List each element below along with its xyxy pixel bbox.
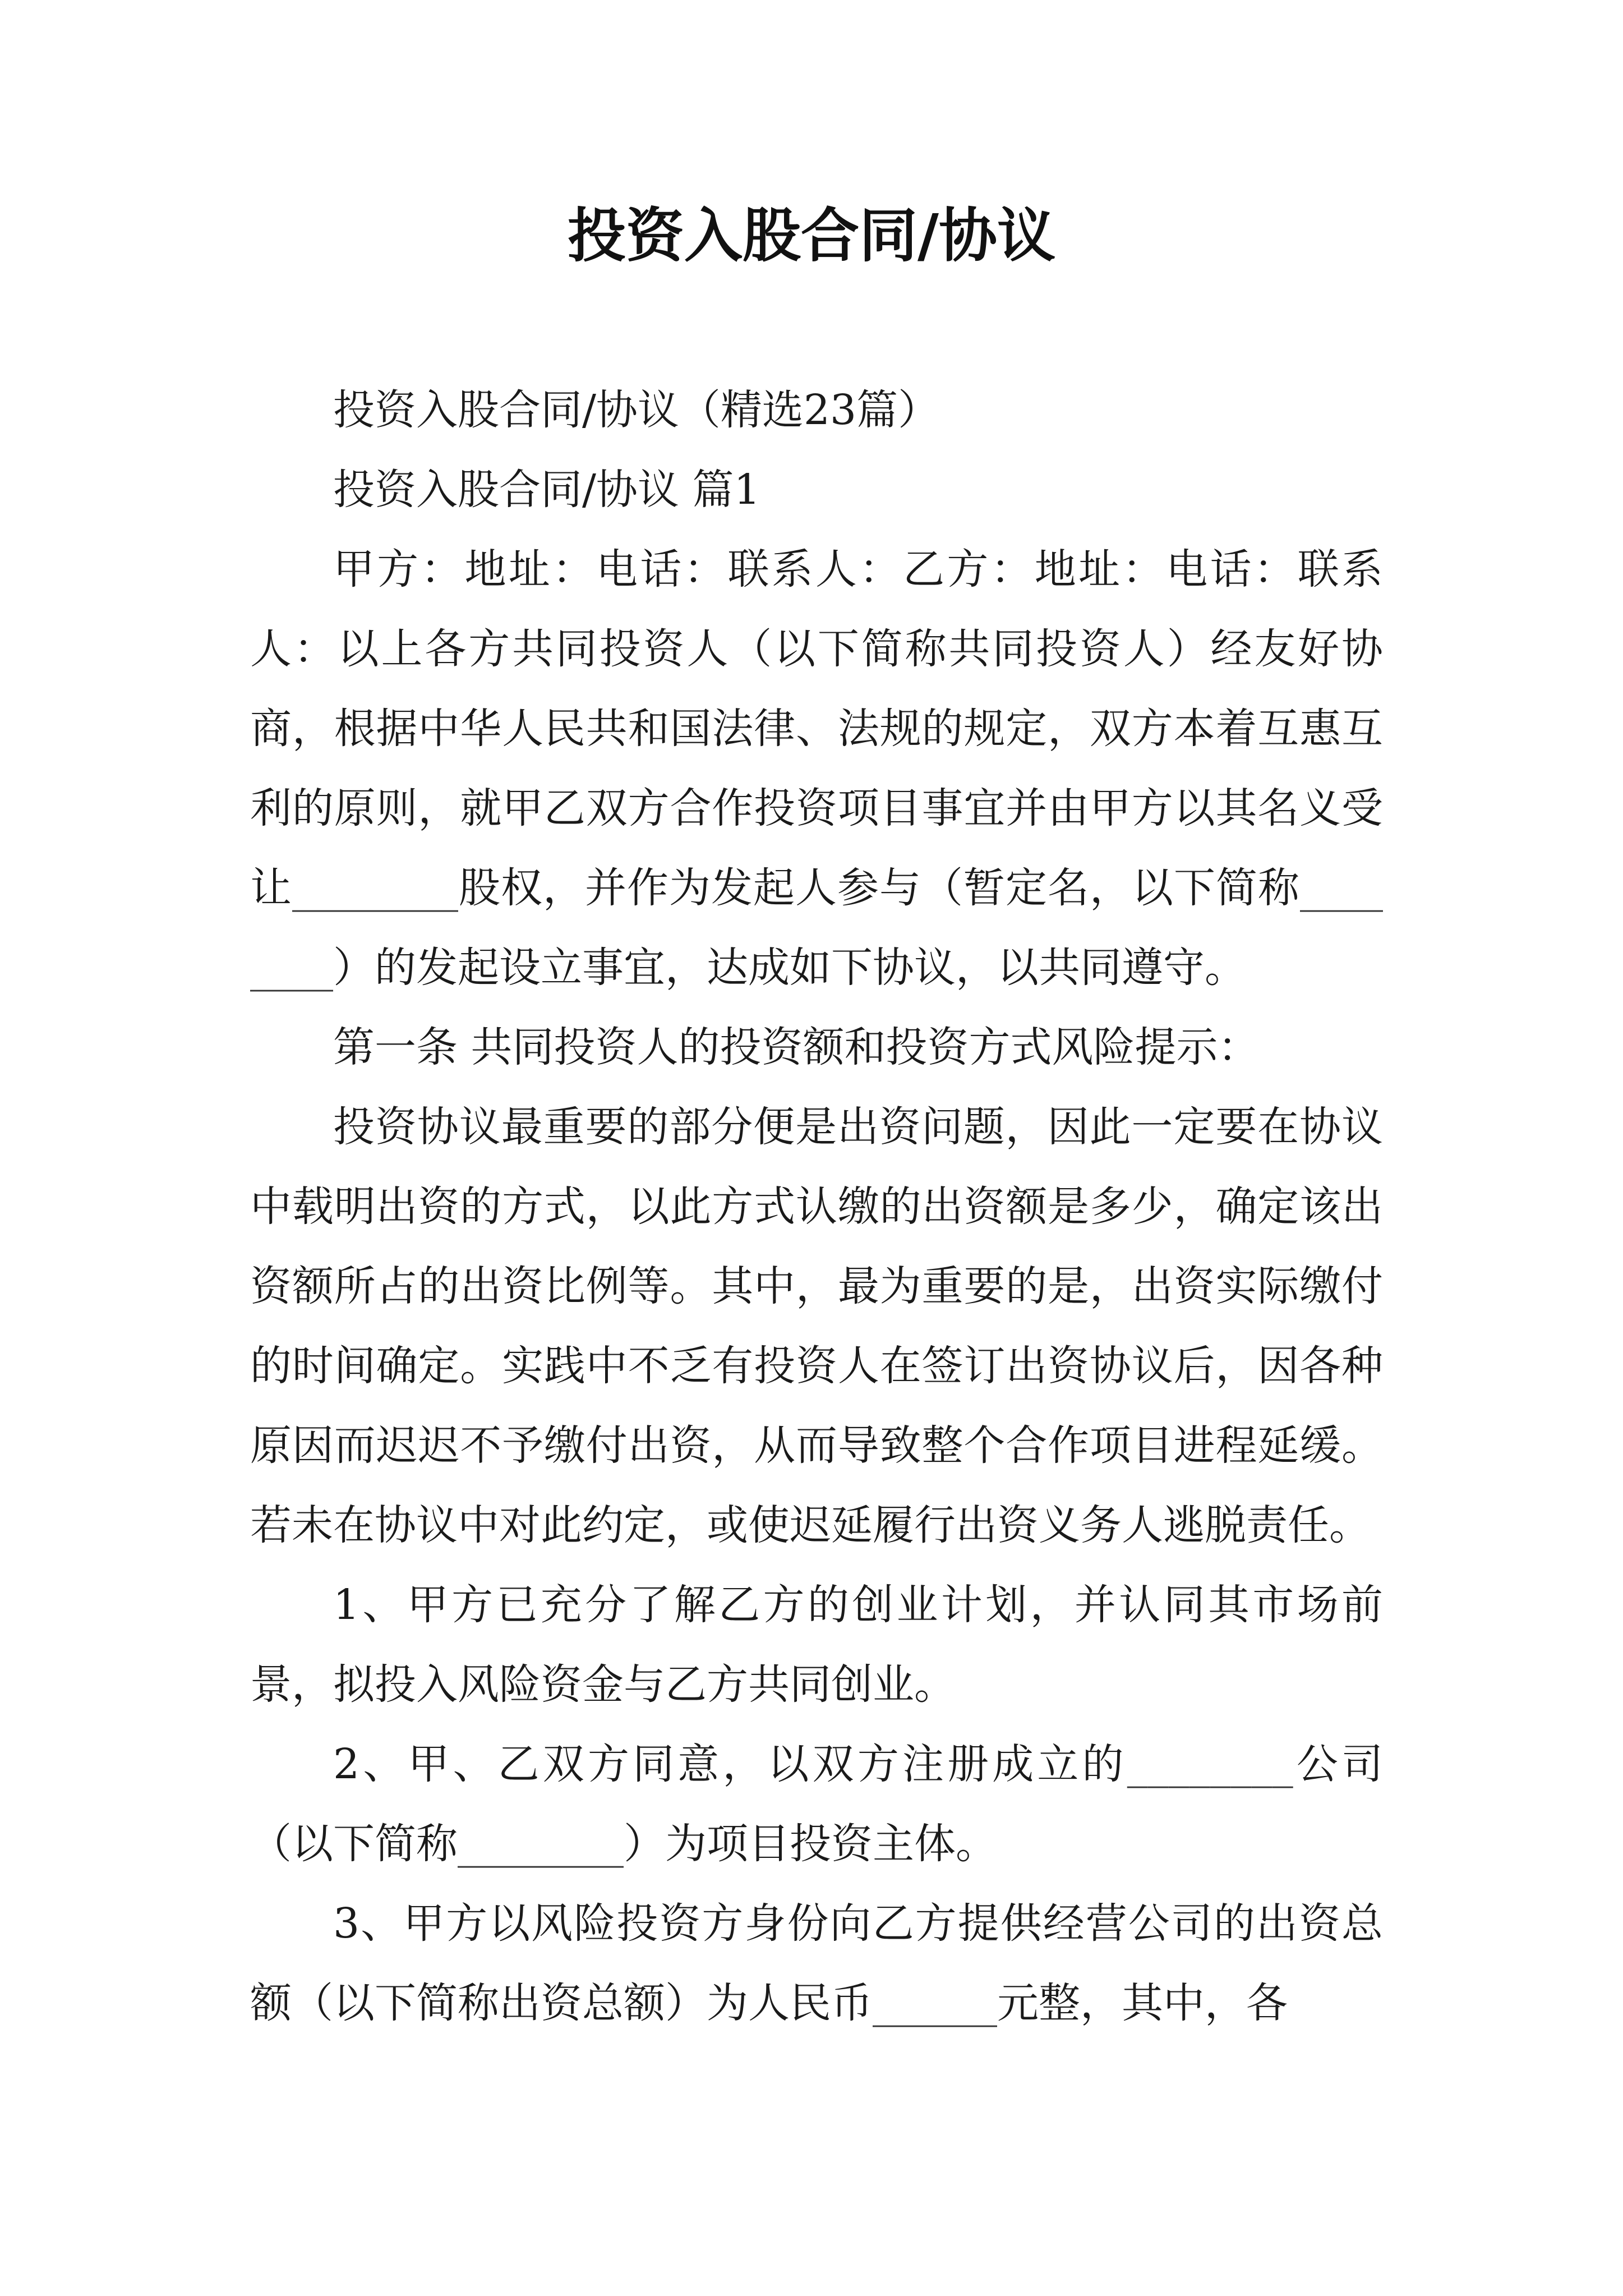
paragraph-article-heading: 第一条 共同投资人的投资额和投资方式风险提示： — [333, 1023, 1260, 1071]
document-body — [250, 370, 1383, 2043]
paragraph-text: 股权，并作为发起人参与（暂定名，以下简称 — [458, 864, 1300, 912]
fill-in-blank: ________ — [292, 864, 458, 912]
document-title: 投资入股合同/协议 — [568, 201, 1055, 270]
fill-in-blank: ________ — [1127, 1740, 1293, 1788]
paragraph-parties — [250, 530, 1383, 1007]
paragraph-text: 3、甲方以风险投资方身份向乙方提供经营公司的出资总额（以下简称出资总额）为人民币 — [250, 1899, 1383, 2027]
paragraph-risk-note: 投资协议最重要的部分便是出资问题，因此一定要在协议中载明出资的方式，以此方式认缴的出资额是多少，确定该出资额所占的出资比例等。其中，最为重要的是，出资实际缴付的时间确定。实践中不乏有投资人在签订出资协议后，因各种原因而迟迟不予缴付出资，从而导致整个合作项目进程延缓。若未在协议中对此约定，或使迟延履行出资义务人逃脱责任。 — [250, 1103, 1383, 1549]
paragraph-text: 公司（以下简称 — [250, 1740, 1383, 1868]
fill-in-blank: ______ — [873, 1979, 997, 2027]
paragraph-text: ）的发起设立事宜，达成如下协议，以共同遵守。 — [333, 944, 1246, 992]
paragraph-clause-1: 1、甲方已充分了解乙方的创业计划，并认同其市场前景，拟投入风险资金与乙方共同创业。 — [250, 1581, 1383, 1709]
paragraph-section-heading: 投资入股合同/协议 篇1 — [333, 466, 760, 514]
paragraph-clause-2 — [250, 1724, 1383, 1884]
paragraph-subtitle: 投资入股合同/协议（精选23篇） — [333, 386, 940, 434]
paragraph-text: 2、甲、乙双方同意，以双方注册成立的 — [333, 1740, 1127, 1788]
paragraph-text: ）为项目投资主体。 — [624, 1820, 997, 1868]
fill-in-blank: ________ — [458, 1820, 624, 1868]
paragraph-text: 甲方：地址：电话：联系人：乙方：地址：电话：联系人：以上各方共同投资人（以下简称共同投资人）经友好协商，根据中华人民共和国法律、法规的规定，双方本着互惠互利的原则，就甲乙双方合作投资项目事宜并由甲方以其名义受让 — [250, 545, 1383, 912]
paragraph-clause-3 — [250, 1884, 1383, 2043]
paragraph-text: 元整，其中，各 — [997, 1979, 1288, 2027]
fill-in-blank: ________ — [250, 864, 1383, 992]
